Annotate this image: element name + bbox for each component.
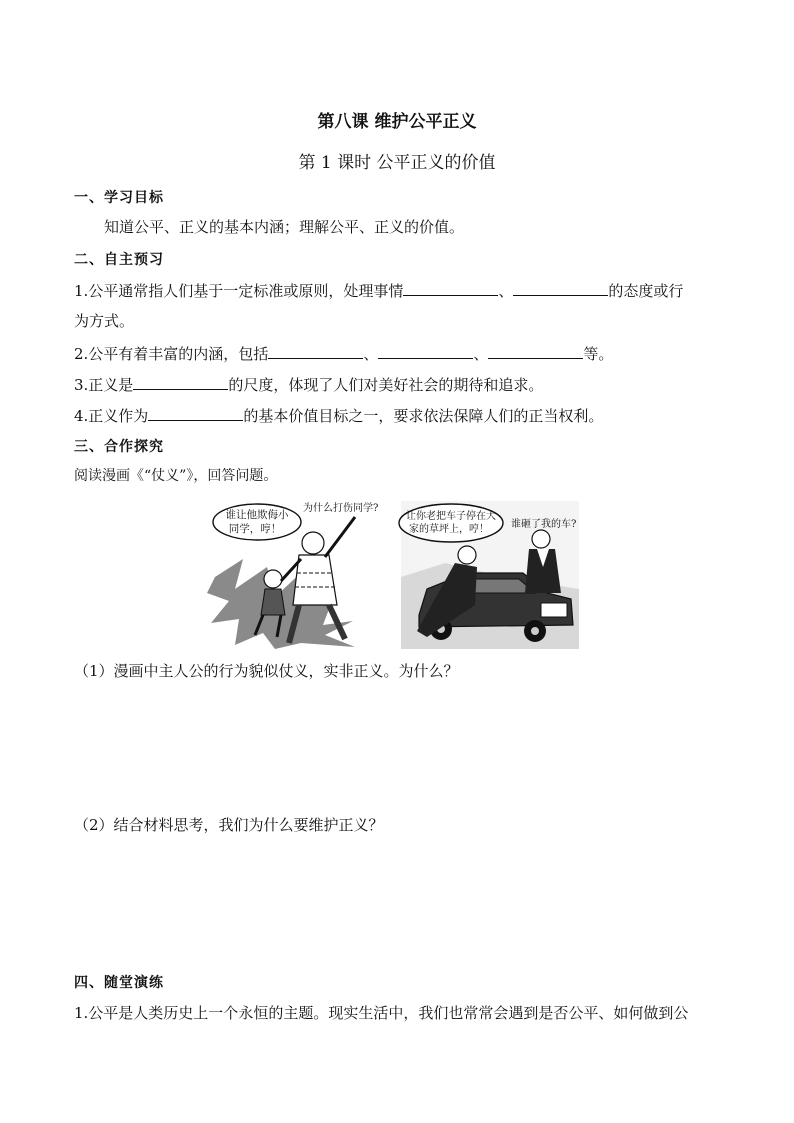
answer-blank[interactable] [133, 373, 228, 390]
page-subtitle: 第 1 课时 公平正义的价值 [298, 153, 496, 173]
owner-head [532, 530, 550, 548]
section-heading-practice: 四、随堂演练 [74, 975, 164, 991]
comic-caption-left: 为什么打伤同学? [303, 503, 379, 514]
comic-panel-right [399, 501, 579, 649]
preview-question-1-cont: 为方式。 [74, 312, 135, 330]
answer-blank[interactable] [403, 279, 498, 296]
explore-question-2: （2）结合材料思考，我们为什么要维护正义？ [74, 816, 384, 834]
speech-bubble-left-text-2: 同学，哼！ [228, 523, 282, 535]
answer-blank[interactable] [513, 279, 608, 296]
child-head [264, 570, 282, 588]
section-heading-explore: 三、合作探究 [74, 439, 164, 455]
comic-panel-left [207, 501, 378, 649]
answer-blank[interactable] [148, 404, 243, 421]
section-heading-objectives: 一、学习目标 [74, 190, 164, 206]
speech-bubble-right-text-2: 家的草坪上，哼！ [409, 524, 489, 535]
answer-blank[interactable] [488, 342, 583, 359]
car-grille [541, 603, 567, 617]
explore-intro: 阅读漫画《“仗义”》，回答问题。 [74, 468, 278, 484]
man-head [458, 546, 476, 564]
page-title: 第八课 维护公平正义 [317, 112, 477, 132]
preview-question-2: 2.公平有着丰富的内涵，包括 、 、 等。 [74, 342, 613, 365]
speech-bubble-right [399, 504, 503, 542]
answer-blank[interactable] [268, 342, 363, 359]
preview-question-3: 3.正义是 的尺度，体现了人们对美好社会的期待和追求。 [74, 373, 543, 396]
section-heading-preview: 二、自主预习 [74, 252, 164, 268]
preview-question-1: 1.公平通常指人们基于一定标准或原则，处理事情 、 的态度或行 [74, 279, 683, 302]
child-body [261, 589, 285, 615]
objectives-text: 知道公平、正义的基本内涵；理解公平、正义的价值。 [104, 218, 465, 236]
explore-question-1: （1）漫画中主人公的行为貌似仗义，实非正义。为什么？ [74, 662, 459, 680]
man-head [302, 532, 324, 554]
comic-caption-right: 谁砸了我的车? [511, 519, 577, 530]
speech-bubble-right-text-1: 让你老把车子停在大 [406, 511, 496, 522]
comic-illustration [205, 497, 581, 651]
practice-question-1: 1.公平是人类历史上一个永恒的主题。现实生活中，我们也常常会遇到是否公平、如何做到公 [74, 1004, 689, 1022]
answer-blank[interactable] [378, 342, 473, 359]
car-hubcap [531, 627, 539, 635]
preview-question-4: 4.正义作为 的基本价值目标之一，要求依法保障人们的正当权利。 [74, 404, 603, 427]
speech-bubble-left-text-1: 谁让他欺侮小 [225, 509, 289, 521]
stick [325, 517, 355, 557]
